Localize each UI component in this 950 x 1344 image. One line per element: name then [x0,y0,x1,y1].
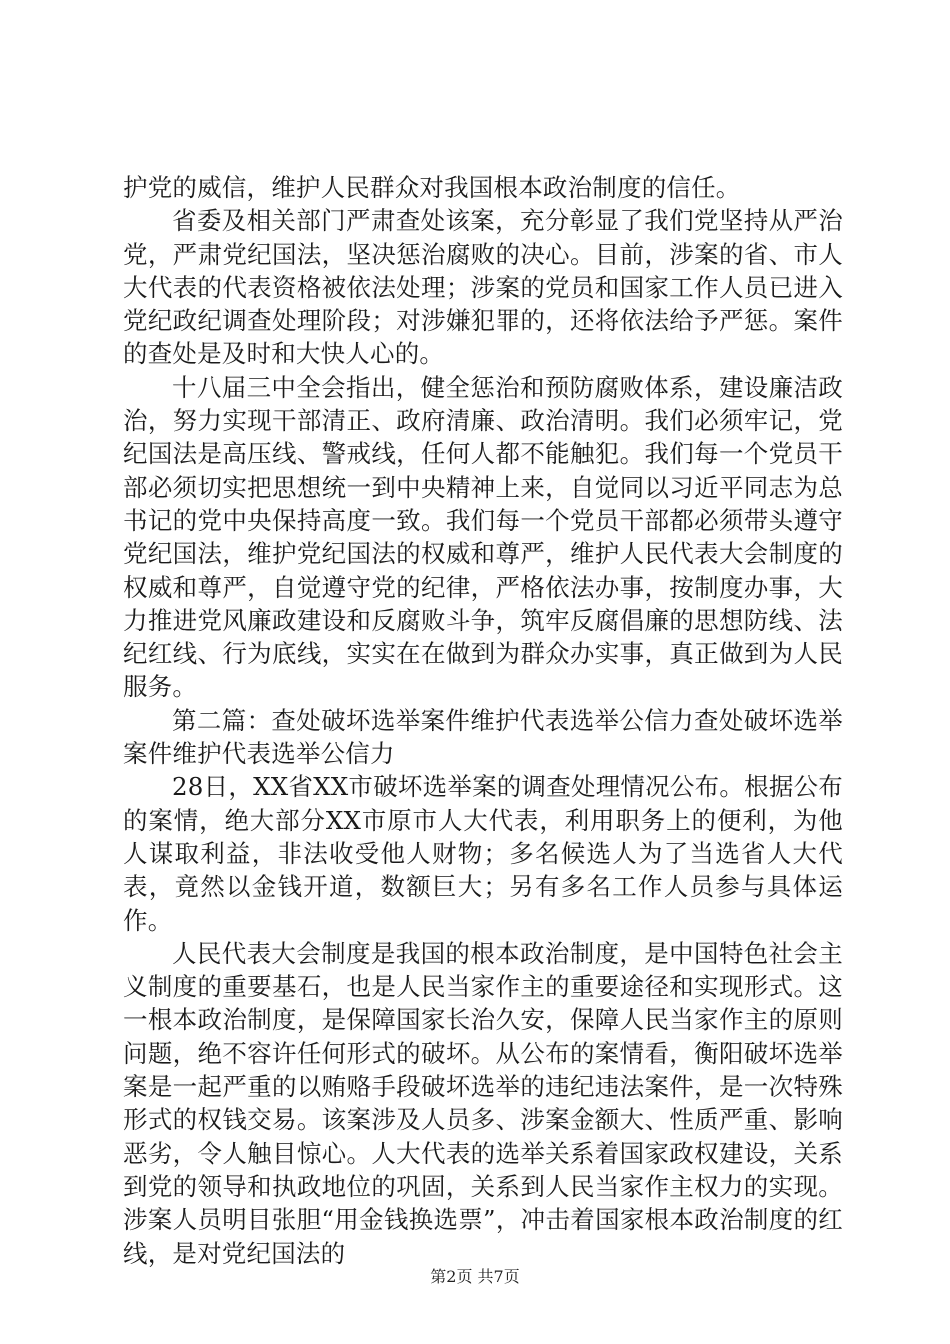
paragraph-third-plenum: 十八届三中全会指出，健全惩治和预防腐败体系，建设廉洁政治，努力实现干部清正、政府清廉、政治清明。我们必须牢记，党纪国法是高压线、警戒线，任何人都不能触犯。我们每一个党员干部必须切实把思想统一到中央精神上来，自觉同以习近平同志为总书记的党中央保持高度一致。我们每一个党员干部都必须带头遵守党纪国法，维护党纪国法的权威和尊严，维护人民代表大会制度的权威和尊严，自觉遵守党的纪律，严格依法办事，按制度办事，大力推进党风廉政建设和反腐败斗争，筑牢反腐倡廉的思想防线、法纪红线、行为底线，实实在在做到为群众办实事，真正做到为人民服务。 [123,372,843,702]
document-body [123,171,843,1270]
page-number-footer: 第2页 共7页 [430,1267,520,1286]
paragraph-peoples-congress-system: 人民代表大会制度是我国的根本政治制度，是中国特色社会主义制度的重要基石，也是人民当家作主的重要途径和实现形式。这一根本政治制度，是保障国家长治久安，保障人民当家作主的原则问题，绝不容许任何形式的破坏。从公布的案情看，衡阳破坏选举案是一起严重的以贿赂手段破坏选举的违纪违法案件，是一次特殊形式的权钱交易。该案涉及人员多、涉案金额大、性质严重、影响恶劣，令人触目惊心。人大代表的选举关系着国家政权建设，关系到党的领导和执政地位的巩固，关系到人民当家作主权力的实现。涉案人员明目张胆“用金钱换选票”，冲击着国家根本政治制度的红线，是对党纪国法的 [123,938,843,1268]
paragraph-continuation: 护党的威信，维护人民群众对我国根本政治制度的信任。 [123,173,741,202]
paragraph-case-handling: 省委及相关部门严肃查处该案，充分彰显了我们党坚持从严治党，严肃党纪国法，坚决惩治腐败的决心。目前，涉案的省、市人大代表的代表资格被依法处理；涉案的党员和国家工作人员已进入党纪政纪调查处理阶段；对涉嫌犯罪的，还将依法给予严惩。案件的查处是及时和大快人心的。 [123,206,843,369]
section-heading-part-two: 第二篇：查处破坏选举案件维护代表选举公信力查处破坏选举案件维护代表选举公信力 [123,705,843,769]
paragraph-case-announcement: 28日，XX省XX市破坏选举案的调查处理情况公布。根据公布的案情，绝大部分XX市原市人大代表，利用职务上的便利，为他人谋取利益，非法收受他人财物；多名候选人为了当选省人大代表，竟然以金钱开道，数额巨大；另有多名工作人员参与具体运作。 [123,772,843,935]
